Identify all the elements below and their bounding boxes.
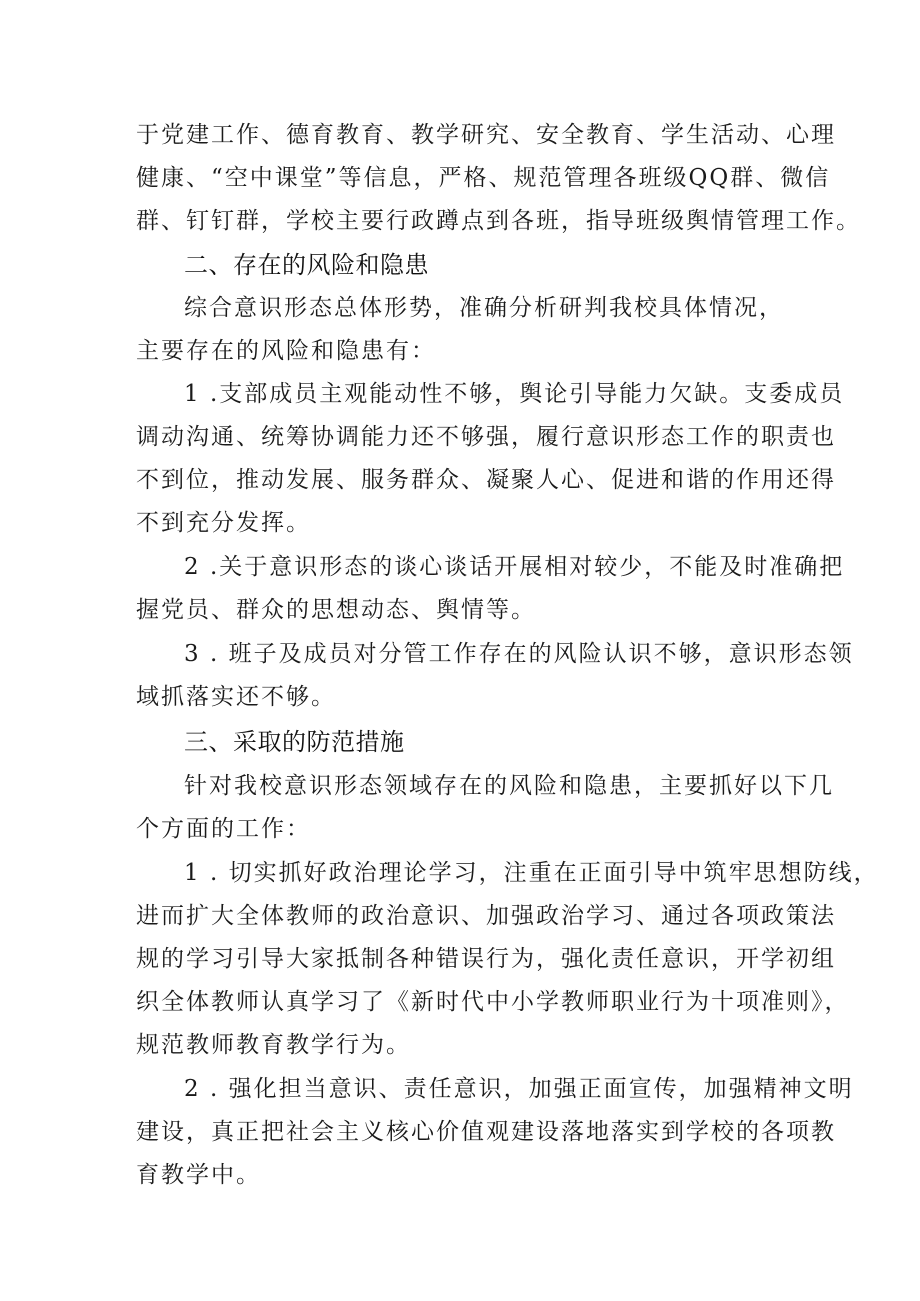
body-line-19: 织全体教师认真学习了《新时代中小学教师职业行为十项准则》， [136,989,850,1015]
body-line-2: 健康、“空中课堂”等信息，严格、规范管理各班级QQ群、微信 [136,165,831,191]
body-line-5: 主要存在的风险和隐患有： [136,338,436,364]
body-line-6: 1 .支部成员主观能动性不够，舆论引导能力欠缺。支委成员 [184,381,845,407]
body-line-9: 不到充分发挥。 [136,510,311,536]
body-line-22: 建设，真正把社会主义核心价值观建设落地落实到学校的各项教 [136,1119,836,1145]
body-line-18: 规的学习引导大家抵制各种错误行为，强化责任意识，开学初组 [136,946,836,972]
body-line-13: 域抓落实还不够。 [136,684,336,710]
body-line-15: 个方面的工作： [136,816,311,842]
body-line-8: 不到位，推动发展、服务群众、凝聚人心、促进和谐的作用还得 [136,467,836,493]
body-line-4: 综合意识形态总体形势，准确分析研判我校具体情况， [184,295,784,321]
body-line-1: 于党建工作、德育教育、教学研究、安全教育、学生活动、心理 [136,122,836,148]
body-line-17: 进而扩大全体教师的政治意识、加强政治学习、通过各项政策法 [136,903,836,929]
section-heading-2: 二、存在的风险和隐患 [184,251,429,279]
body-line-14: 针对我校意识形态领域存在的风险和隐患，主要抓好以下几 [184,773,834,799]
body-line-3: 群、钉钉群，学校主要行政蹲点到各班，指导班级舆情管理工作。 [136,208,861,234]
body-line-21: 2 . 强化担当意识、责任意识，加强正面宣传，加强精神文明 [184,1076,854,1102]
body-line-16: 1 . 切实抓好政治理论学习，注重在正面引导中筑牢思想防线， [184,860,879,886]
body-line-10: 2 .关于意识形态的谈心谈话开展相对较少，不能及时准确把 [184,554,845,580]
body-line-12: 3 . 班子及成员对分管工作存在的风险认识不够，意识形态领 [184,641,854,667]
body-line-23: 育教学中。 [136,1162,261,1188]
body-line-20: 规范教师教育教学行为。 [136,1032,411,1058]
body-line-7: 调动沟通、统筹协调能力还不够强，履行意识形态工作的职责也 [136,424,836,450]
body-line-11: 握党员、群众的思想动态、舆情等。 [136,597,536,623]
section-heading-3: 三、采取的防范措施 [184,728,405,756]
